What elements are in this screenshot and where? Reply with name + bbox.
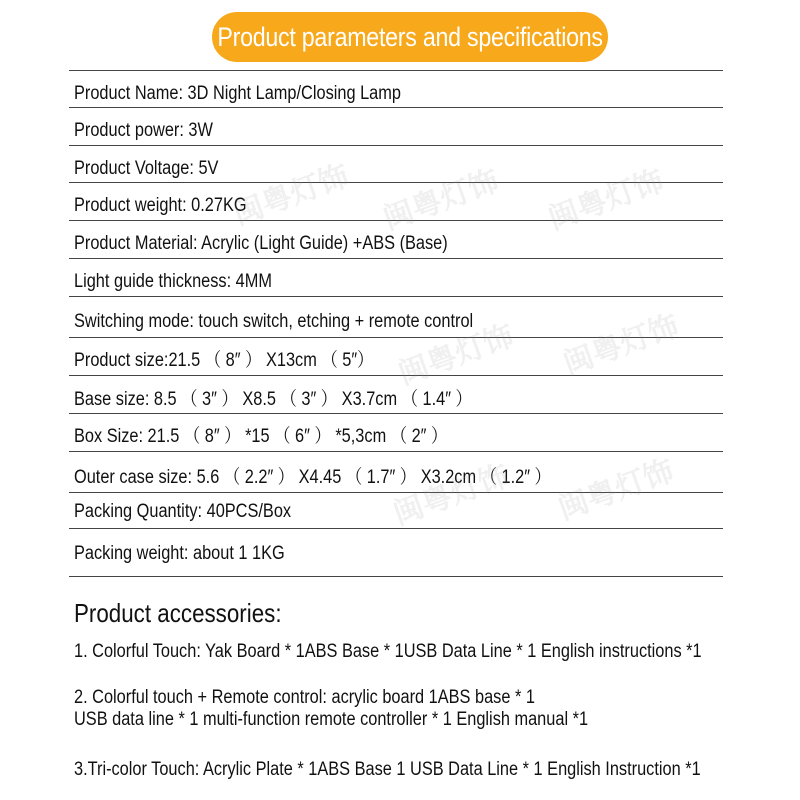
spec-row — [69, 451, 723, 492]
spec-text: Product weight: 0.27KG — [74, 195, 247, 216]
spec-text: Outer case size: 5.6 （ 2.2″ ） X4.45 （ 1.7″ ） X3.2cm （ 1.2″ ） — [74, 467, 551, 488]
accessories-title: Product accessories: — [74, 598, 282, 628]
title-banner — [212, 12, 608, 62]
spec-row — [69, 413, 723, 451]
watermark: 闽粤灯饰 — [553, 453, 679, 528]
spec-row — [69, 296, 723, 337]
spec-row — [69, 492, 723, 528]
spec-bottom-rule — [69, 576, 723, 577]
spec-row — [69, 182, 723, 220]
spec-text: Box Size: 21.5 （ 8″ ） *15 （ 6″ ） *5,3cm （ 2″ ） — [74, 426, 448, 447]
spec-text: Switching mode: touch switch, etching + remote control — [74, 311, 474, 332]
spec-row — [69, 145, 723, 182]
spec-text: Product size:21.5 （ 8″ ） X13cm （ 5″） — [74, 350, 374, 371]
spec-text: Product Voltage: 5V — [74, 158, 219, 179]
banner-title: Product parameters and specifications — [217, 21, 603, 52]
spec-row — [69, 258, 723, 296]
watermark: 闽粤灯饰 — [393, 318, 519, 393]
spec-text: Light guide thickness: 4MM — [74, 271, 273, 292]
spec-row — [69, 337, 723, 375]
spec-text: Product Name: 3D Night Lamp/Closing Lamp — [74, 83, 401, 104]
watermark: 闽粤灯饰 — [388, 458, 514, 533]
spec-text: Product power: 3W — [74, 120, 213, 141]
spec-text: Packing Quantity: 40PCS/Box — [74, 501, 292, 522]
spec-text: Base size: 8.5 （ 3″ ） X8.5 （ 3″ ） X3.7cm （ 1.4″ ） — [74, 389, 472, 410]
watermark: 闽粤灯饰 — [543, 163, 669, 238]
accessory-item-2-line-2: USB data line * 1 multi-function remote controller * 1 English manual *1 — [74, 709, 589, 730]
watermark: 闽粤灯饰 — [558, 308, 684, 383]
spec-row — [69, 70, 723, 107]
spec-row — [69, 220, 723, 258]
spec-text: Product Material: Acrylic (Light Guide) +ABS (Base) — [74, 233, 448, 254]
spec-row — [69, 528, 723, 576]
spec-row — [69, 375, 723, 413]
watermark: 闽粤灯饰 — [228, 158, 354, 233]
spec-row — [69, 107, 723, 145]
accessory-item-3: 3.Tri-color Touch: Acrylic Plate * 1ABS Base 1 USB Data Line * 1 English Instruction *1 — [74, 759, 701, 780]
spec-text: Packing weight: about 1 1KG — [74, 543, 285, 564]
accessory-item-2-line-1: 2. Colorful touch + Remote control: acrylic board 1ABS base * 1 — [74, 687, 535, 708]
accessory-item-1: 1. Colorful Touch: Yak Board * 1ABS Base * 1USB Data Line * 1 English instructions *1 — [74, 641, 702, 662]
watermark: 闽粤灯饰 — [378, 163, 504, 238]
